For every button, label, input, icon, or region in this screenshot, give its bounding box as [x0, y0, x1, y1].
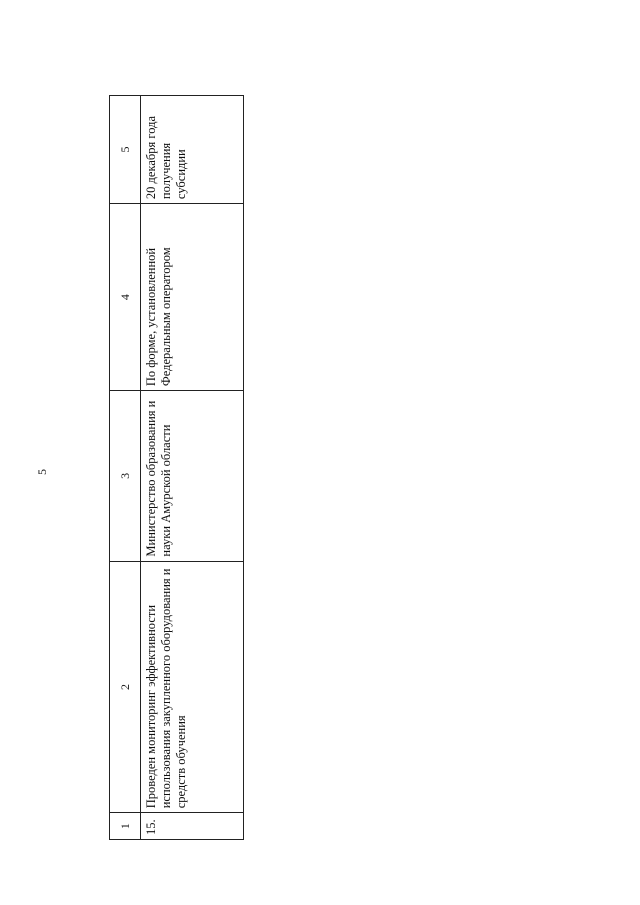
table-header-cell: 4	[110, 204, 141, 391]
table-header-cell: 1	[110, 813, 141, 840]
deadline-cell: 20 декабря года получения субсидии	[141, 96, 244, 204]
table-header-cell: 3	[110, 391, 141, 561]
table-row	[141, 96, 244, 840]
page-number: 5	[35, 469, 49, 475]
document-table	[109, 95, 244, 840]
form-cell: По форме, установленной Федеральным оператором	[141, 204, 244, 391]
table-header-row	[110, 96, 141, 840]
document-table-container	[109, 95, 240, 840]
table-header-cell: 5	[110, 96, 141, 204]
event-cell: Проведен мониторинг эффективности использования закупленного оборудования и средств обучения	[141, 561, 244, 813]
responsible-cell: Министерство образования и науки Амурской области	[141, 391, 244, 561]
row-number-cell: 15.	[141, 813, 244, 840]
table-header-cell: 2	[110, 561, 141, 813]
